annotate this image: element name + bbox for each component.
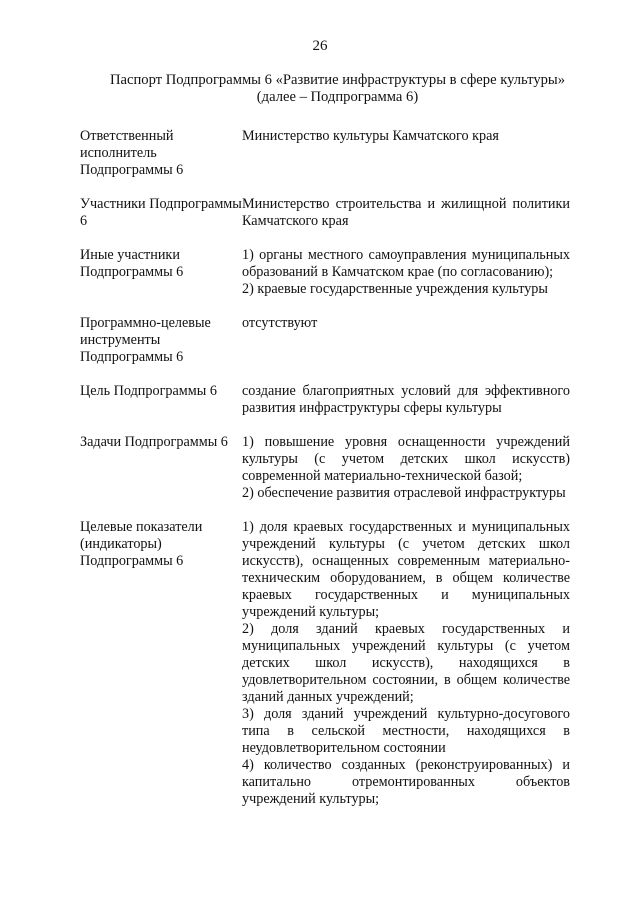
passport-row-other-participants (80, 247, 570, 298)
passport-table (80, 128, 570, 825)
row-label: Цель Подпрограммы 6 (80, 383, 217, 399)
row-paragraph: Министерство культуры Камчатского края (242, 128, 499, 144)
row-value (242, 315, 570, 366)
row-value (242, 434, 570, 502)
page-number: 26 (312, 38, 328, 54)
row-paragraph: 1) повышение уровня оснащенности учреждений культуры (с учетом детских школ искусств) современной материально-технической базой; (242, 434, 570, 484)
passport-row-responsible (80, 128, 570, 179)
row-value (242, 247, 570, 298)
row-paragraph: 2) краевые государственные учреждения культуры (242, 281, 548, 297)
row-label: Участники Подпрограммы 6 (80, 196, 242, 229)
passport-row-instruments (80, 315, 570, 366)
row-paragraph: 1) доля краевых государственных и муниципальных учреждений культуры (с учетом детских школ искусств), оснащенных современным материально-техническим оборудованием, в общем количестве краевых государственных и муниципальных учреждений культуры; (242, 519, 570, 620)
passport-row-goal (80, 383, 570, 417)
row-label: Программно-целевые инструменты Подпрограммы 6 (80, 315, 211, 365)
row-value (242, 128, 570, 179)
row-value (242, 519, 570, 808)
row-paragraph: 2) доля зданий краевых государственных и муниципальных учреждений культуры (с учетом детских школ искусств), находящихся в удовлетворительном состоянии, в общем количестве зданий данных учреждений; (242, 621, 570, 705)
row-paragraph: создание благоприятных условий для эффективного развития инфраструктуры сферы культуры (242, 383, 570, 416)
row-label: Целевые показатели (индикаторы) Подпрограммы 6 (80, 519, 203, 569)
row-label: Задачи Подпрограммы 6 (80, 434, 228, 450)
row-label: Иные участники Подпрограммы 6 (80, 247, 184, 280)
row-paragraph: Министерство строительства и жилищной политики Камчатского края (242, 196, 570, 229)
title-line-1: Паспорт Подпрограммы 6 «Развитие инфраструктуры в сфере культуры» (109, 72, 566, 88)
row-paragraph: 1) органы местного самоуправления муниципальных образований в Камчатском крае (по согласованию); (242, 247, 570, 280)
passport-row-indicators (80, 519, 570, 808)
row-paragraph: 2) обеспечение развития отраслевой инфраструктуры (242, 485, 566, 501)
row-paragraph: 3) доля зданий учреждений культурно-досугового типа в сельской местности, находящихся в неудовлетворительном состоянии (242, 706, 570, 756)
row-label: Ответственный исполнитель Подпрограммы 6 (80, 128, 184, 178)
row-paragraph: 4) количество созданных (реконструированных) и капитально отремонтированных объектов учреждений культуры; (242, 757, 570, 807)
passport-row-participants (80, 196, 570, 230)
row-paragraph: отсутствуют (242, 315, 318, 331)
row-value (242, 196, 570, 230)
passport-row-tasks (80, 434, 570, 502)
title-line-2: (далее – Подпрограмма 6) (256, 89, 419, 105)
row-value (242, 383, 570, 417)
page-title (60, 72, 615, 106)
